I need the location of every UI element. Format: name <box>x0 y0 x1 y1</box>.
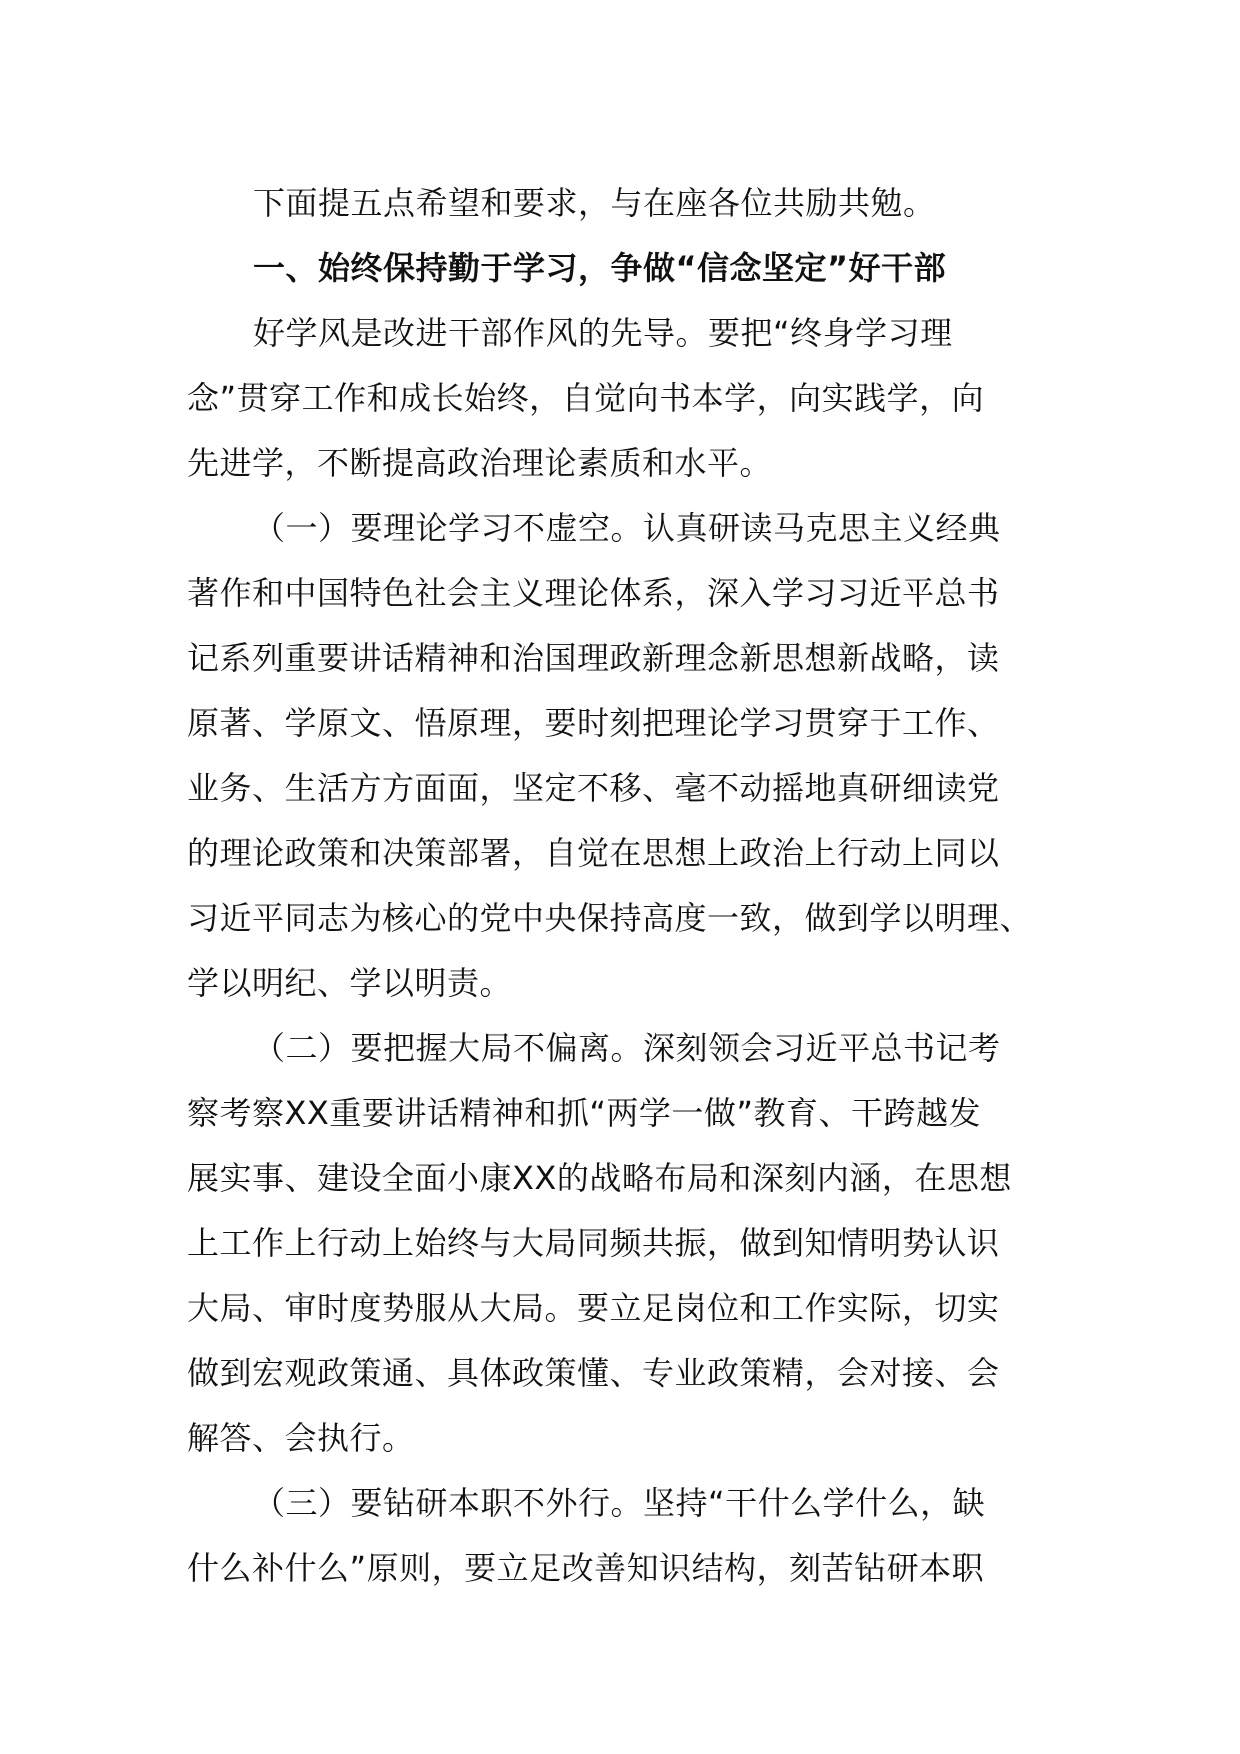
paragraph-line: 上工作上行动上始终与大局同频共振，做到知情明势认识 <box>187 1224 1000 1262</box>
paragraph-line: 解答、会执行。 <box>187 1419 415 1457</box>
paragraph-line: 什么补什么”原则，要立足改善知识结构，刻苦钻研本职 <box>187 1549 985 1587</box>
paragraph-line: 的理论政策和决策部署，自觉在思想上政治上行动上同以 <box>187 834 1000 872</box>
paragraph-line: 原著、学原文、悟原理，要时刻把理论学习贯穿于工作、 <box>187 704 1000 742</box>
paragraph-line: 念”贯穿工作和成长始终，自觉向书本学，向实践学，向 <box>187 379 985 417</box>
paragraph-line: 记系列重要讲话精神和治国理政新理念新思想新战略，读 <box>187 639 1000 677</box>
subsection-3-line: （三）要钻研本职不外行。坚持“干什么学什么，缺 <box>253 1484 986 1522</box>
paragraph-line: 著作和中国特色社会主义理论体系，深入学习习近平总书 <box>187 574 1000 612</box>
paragraph-line: 大局、审时度势服从大局。要立足岗位和工作实际，切实 <box>187 1289 1000 1327</box>
paragraph-line: 展实事、建设全面小康XX的战略布局和深刻内涵，在思想 <box>187 1159 1012 1197</box>
paragraph-line: 学以明纪、学以明责。 <box>187 964 513 1002</box>
subsection-1-line: （一）要理论学习不虚空。认真研读马克思主义经典 <box>253 509 1001 547</box>
paragraph-line: 业务、生活方方面面，坚定不移、毫不动摇地真研细读党 <box>187 769 1000 807</box>
paragraph-line: 做到宏观政策通、具体政策懂、专业政策精，会对接、会 <box>187 1354 1000 1392</box>
paragraph-line: 先进学，不断提高政治理论素质和水平。 <box>187 444 773 482</box>
section-heading-1: 一、始终保持勤于学习，争做“信念坚定”好干部 <box>253 249 947 287</box>
document-body <box>187 171 1057 1601</box>
paragraph-line: 习近平同志为核心的党中央保持高度一致，做到学以明理、 <box>187 899 1033 937</box>
paragraph-line: 好学风是改进干部作风的先导。要把“终身学习理 <box>253 314 953 352</box>
intro-paragraph-line: 下面提五点希望和要求，与在座各位共励共勉。 <box>253 184 936 222</box>
subsection-2-line: （二）要把握大局不偏离。深刻领会习近平总书记考 <box>253 1029 1001 1067</box>
paragraph-line: 察考察XX重要讲话精神和抓“两学一做”教育、干跨越发 <box>187 1094 982 1132</box>
